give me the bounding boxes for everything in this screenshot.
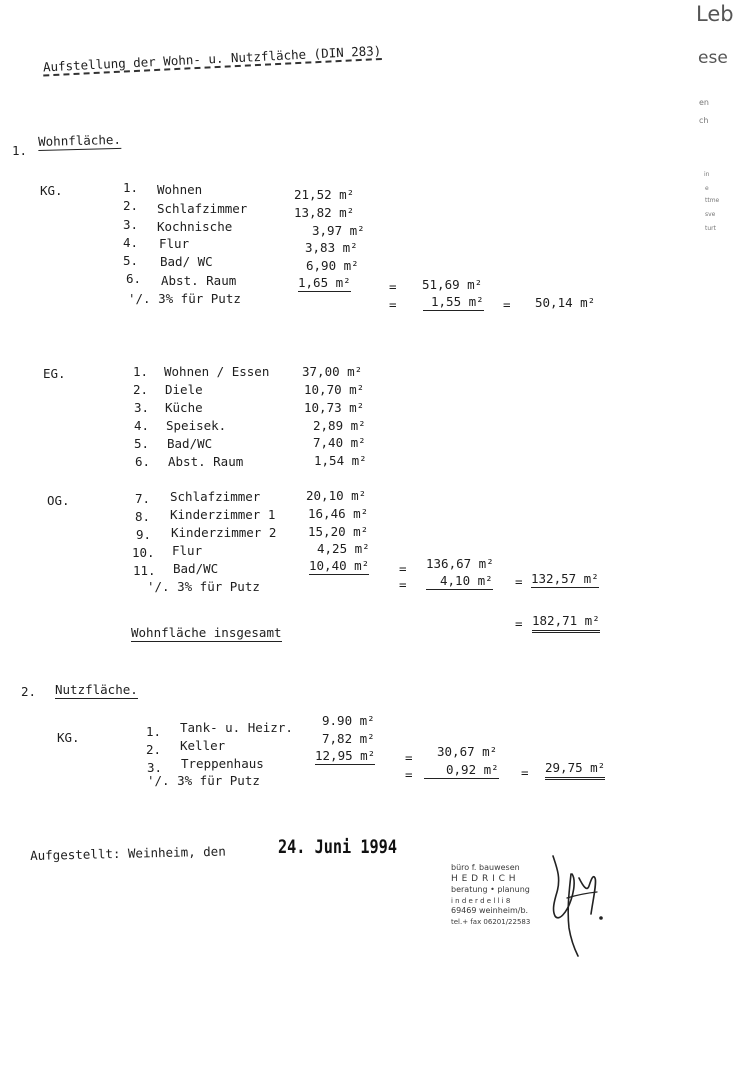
- room-name: Kochnische: [157, 219, 233, 234]
- floor-label: OG.: [47, 493, 70, 508]
- row-number: 7.: [135, 491, 151, 506]
- room-name: Abst. Raum: [168, 454, 244, 469]
- row-number: 10.: [132, 545, 155, 560]
- stamp-line: H E D R I C H: [451, 873, 517, 884]
- margin-fragment: Leb: [696, 2, 734, 26]
- room-name: Bad/WC: [173, 561, 219, 576]
- net-area: 29,75 m²: [545, 762, 605, 780]
- margin-fragment: in: [704, 171, 710, 178]
- stamp-line: tel.+ fax 06201/22583: [451, 918, 531, 927]
- row-number: 6.: [135, 454, 151, 469]
- room-name: Schlafzimmer: [170, 489, 261, 504]
- net-area: 132,57 m²: [531, 571, 599, 586]
- room-area: 12,95 m²: [315, 748, 376, 763]
- room-area: 20,10 m²: [306, 488, 367, 503]
- row-number: 11.: [133, 563, 156, 578]
- room-area: 3,83 m²: [305, 240, 358, 255]
- room-name: Tank- u. Heizr.: [180, 720, 293, 735]
- putz-deduction-label: '/. 3% für Putz: [147, 579, 260, 594]
- room-name: Kinderzimmer 1: [170, 507, 276, 522]
- room-area: 1,65 m²: [298, 275, 351, 290]
- total-label: Wohnfläche insgesamt: [131, 625, 282, 640]
- room-name: Bad/ WC: [160, 254, 213, 269]
- row-number: 4.: [123, 235, 139, 250]
- row-number: 3.: [147, 760, 163, 775]
- row-number: 6.: [126, 271, 142, 286]
- margin-fragment: ch: [699, 116, 709, 125]
- row-number: 9.: [136, 527, 152, 542]
- room-area: 15,20 m²: [308, 524, 369, 539]
- row-number: 2.: [133, 382, 149, 397]
- floor-label: KG.: [40, 183, 63, 198]
- room-name: Bad/WC: [167, 436, 213, 451]
- room-name: Kinderzimmer 2: [171, 525, 277, 540]
- row-number: 2.: [123, 198, 139, 213]
- room-area: 10,40 m²: [309, 558, 370, 573]
- room-name: Treppenhaus: [181, 756, 264, 771]
- margin-fragment: ese: [698, 48, 728, 68]
- floor-label: KG.: [57, 730, 80, 745]
- room-area: 10,73 m²: [304, 400, 365, 415]
- row-number: 2.: [146, 742, 162, 757]
- room-name: Flur: [159, 236, 190, 251]
- section-heading: Wohnfläche.: [37, 131, 122, 149]
- room-area: 7,40 m²: [313, 435, 366, 450]
- stamp-line: i n d e r d e l l i 8: [451, 897, 511, 906]
- room-area: 7,82 m²: [322, 731, 375, 746]
- row-number: 8.: [135, 509, 151, 524]
- row-number: 1.: [123, 180, 139, 195]
- room-name: Küche: [165, 400, 203, 415]
- room-area: 6,90 m²: [306, 258, 359, 273]
- room-name: Wohnen: [157, 182, 203, 197]
- equals-sign: =: [399, 577, 407, 592]
- room-name: Diele: [165, 382, 203, 397]
- margin-fragment: sve: [705, 211, 716, 218]
- row-number: 5.: [123, 253, 139, 268]
- row-number: 4.: [134, 418, 150, 433]
- room-area: 1,54 m²: [314, 453, 367, 468]
- equals-sign: =: [515, 574, 523, 589]
- place-label: Aufgestellt: Weinheim, den: [29, 843, 226, 863]
- room-area: 3,97 m²: [312, 223, 365, 238]
- section-number: 2.: [21, 684, 37, 699]
- room-area: 13,82 m²: [294, 205, 355, 220]
- room-area: 4,25 m²: [317, 541, 370, 556]
- row-number: 3.: [123, 217, 139, 232]
- equals-sign: =: [399, 561, 407, 576]
- equals-sign: =: [389, 297, 397, 312]
- margin-fragment: en: [699, 98, 709, 107]
- putz-deduction-value: 4,10 m²: [426, 575, 493, 590]
- date-stamp: 24. Juni 1994: [278, 836, 397, 858]
- room-name: Wohnen / Essen: [164, 364, 270, 379]
- equals-sign: =: [515, 616, 523, 631]
- section-number: 1.: [12, 143, 28, 158]
- company-stamp: [451, 863, 530, 927]
- equals-sign: =: [389, 279, 397, 294]
- equals-sign: =: [503, 297, 511, 312]
- floor-label: EG.: [43, 366, 66, 381]
- equals-sign: =: [521, 765, 529, 780]
- putz-deduction-value: 1,55 m²: [423, 296, 484, 311]
- stamp-line: büro f. bauwesen: [451, 863, 520, 872]
- room-area: 9.90 m²: [322, 713, 375, 728]
- room-area: 2,89 m²: [313, 418, 366, 433]
- page-title: Aufstellung der Wohn- u. Nutzfläche (DIN 283): [42, 42, 382, 74]
- room-area: 10,70 m²: [304, 382, 365, 397]
- margin-fragment: ttme: [705, 197, 720, 204]
- margin-fragment: turt: [705, 225, 716, 232]
- putz-deduction-label: '/. 3% für Putz: [128, 291, 241, 306]
- subtotal: 51,69 m²: [422, 277, 483, 292]
- subtotal: 136,67 m²: [426, 556, 494, 571]
- putz-deduction-label: '/. 3% für Putz: [147, 773, 260, 788]
- room-area: 16,46 m²: [308, 506, 369, 521]
- room-name: Schlafzimmer: [157, 201, 248, 216]
- room-name: Abst. Raum: [161, 273, 237, 288]
- row-number: 1.: [146, 724, 162, 739]
- stamp-line: beratung • planung: [451, 885, 530, 895]
- equals-sign: =: [405, 750, 413, 765]
- room-name: Keller: [180, 738, 226, 753]
- room-name: Speisek.: [166, 418, 227, 433]
- equals-sign: =: [405, 767, 413, 782]
- stamp-line: 69469 weinheim/b.: [451, 906, 529, 916]
- room-area: 21,52 m²: [294, 187, 355, 202]
- margin-fragment: e: [705, 185, 709, 192]
- putz-deduction-value: 0,92 m²: [424, 764, 499, 779]
- section-heading: Nutzfläche.: [55, 682, 138, 697]
- row-number: 5.: [134, 436, 150, 451]
- room-name: Flur: [172, 543, 203, 558]
- subtotal: 30,67 m²: [437, 744, 498, 759]
- net-area: 50,14 m²: [535, 295, 596, 310]
- signature: [545, 852, 615, 960]
- row-number: 3.: [134, 400, 150, 415]
- row-number: 1.: [133, 364, 149, 379]
- room-area: 37,00 m²: [302, 364, 363, 379]
- total-area: 182,71 m²: [532, 615, 600, 633]
